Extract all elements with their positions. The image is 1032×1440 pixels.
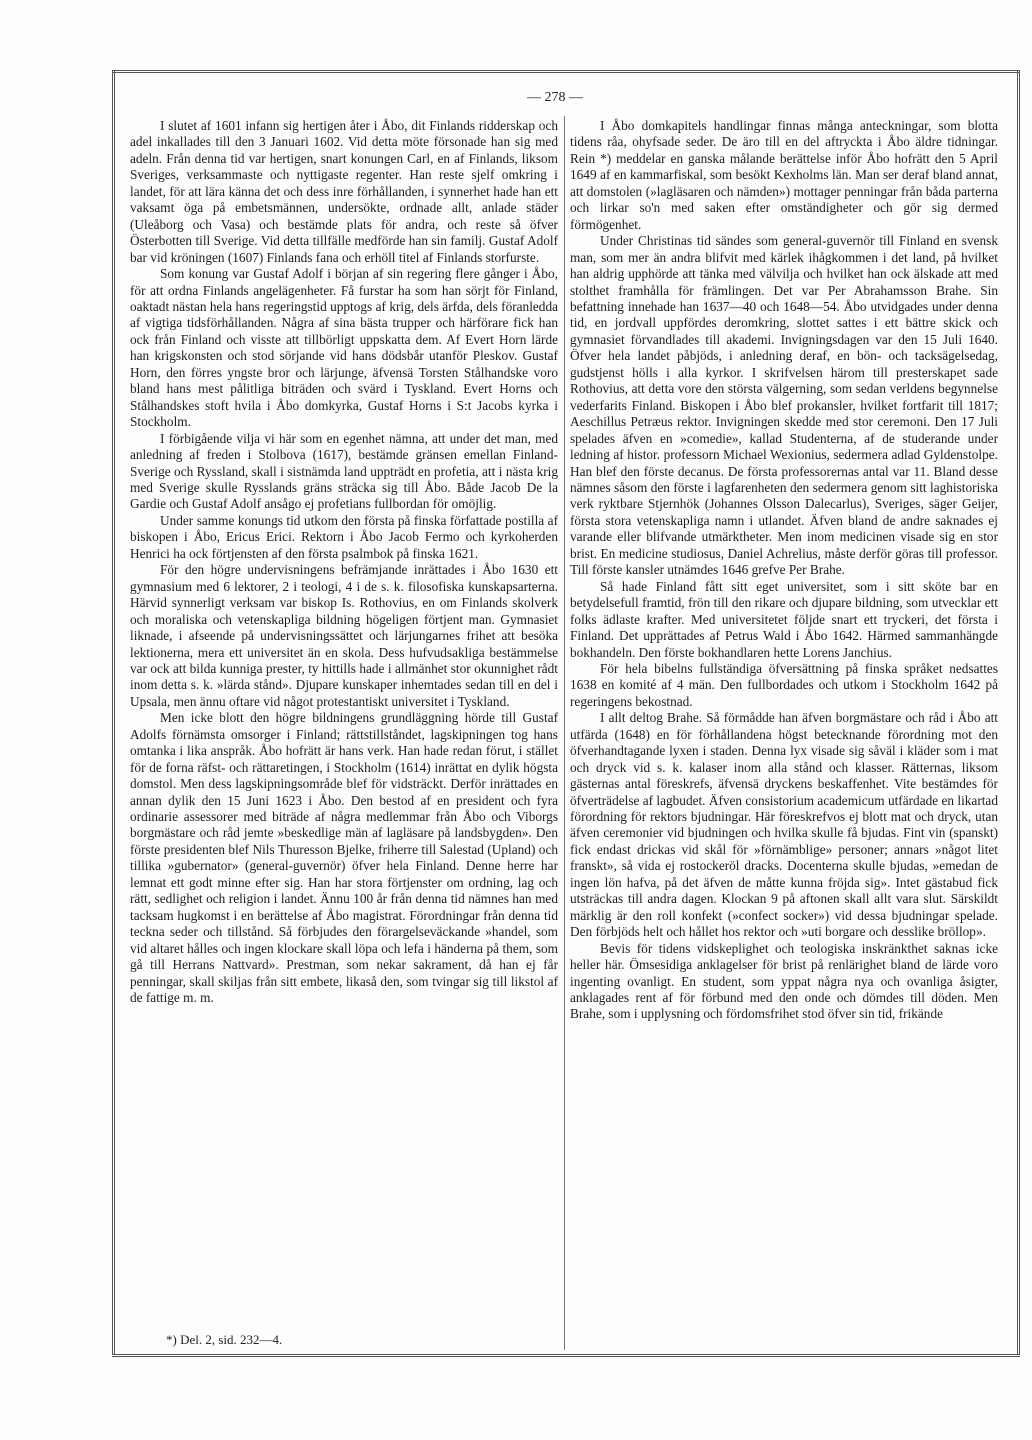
footnote: *) Del. 2, sid. 232—4. xyxy=(166,1332,283,1347)
paragraph: I förbigående vilja vi här som en egenhet nämna, att under det man, med anledning af freden i Stolbova (1617), bestämde gränsen emellan Finland-Sverige och Ryssland, skall i sistnämda land uppträdt en profetia, att i nästa krig med Sverige skulle Rysslands gräns sträcka sig till Åbo. Både Jacob De la Gardie och Gustaf Adolf ansågo ej profetians fullbordan för omöjlig. xyxy=(130,430,558,512)
column-divider xyxy=(564,116,565,1350)
paragraph: I allt deltog Brahe. Så förmådde han äfven borgmästare och råd i Åbo att utfärda (1648) en för förhållandena högst betecknande förordning mot den öfverhandtagande lyxen i staden. Denna lyx visade sig såväl i kläder som i mat och dryck vid s. k. kalaser inom alla stånd och klasser. Rätternas, liksom gästernas antal föreskrefs, äfvensä dryckens beskaffenhet. Vite bestämdes för öfverträdelse af lagbudet. Äfven consistorium academicum utfärdade en likartad förordning för rektors bjudningar. Här föreskrefvos ej blott mat och dryck, utan äfven ceremonier vid bjudningen och hvilka skulle få bjudas. Fint vin (spanskt) fick endast drickas vid skål för »förnämblige» personer; annars »något litet franskt», så vida ej rostockeröl dracks. Docenterna skulle bjudas, »emedan de ingen lön hafva, på det äfven de måtte kunna fröjda sig». Intet gästabud fick utsträckas till andra dagen. Klockan 9 på aftonen skall allt vara slut. Särskildt märklig är den roll konfekt (»confect socker») vid dessa bjudningar spelade. Den förbjöds helt och hållet hos rektor och »uti borgare och desslike bröllop». xyxy=(570,710,998,940)
paragraph: Under Christinas tid sändes som general-guvernör till Finland en svensk man, som mer än andra blifvit med kärlek ihågkommen i det land, på hvilket han aldrig upphörde att tänka med välvilja och hvilket han ock älskade att med stolthet framhålla för främlingen. Det var Per Abrahamsson Brahe. Sin befattning innehade han 1637—40 och 1648—54. Åbo utvidgades under denna tid, en jordvall uppfördes deromkring, slottet sattes i ett bättre skick och gymnasiet förvandlades till akademi. Invigningsdagen var den 15 Juli 1640. Öfver hela landet påbjöds, i anledning deraf, en bön- och tacksägelsedag, gudstjenst hölls i alla kyrkor. I skrifvelsen härom till presterskapet sade Rothovius, att detta vore den största välgerning, som sedan verldens begynnelse vederfarits Finland. Biskopen i Åbo blef prokansler, hvilket fortfarit till 1817; Aeschillus Petræus rektor. Invigningen skedde med stor ceremoni. Den 17 Juli spelades äfven en »comedie», kallad Studenterna, af de studerande under ledning af histor. professorn Michael Wexionius, sedermera adlad Gyldenstolpe. Han blef den förste decanus. De första professorernas antal var 11. Bland desse nämnes såsom den förste i lagfarenheten den sedermera genom sitt laghistoriska verk ryktbare Stjernhök (Johannes Olsson Dalecarlus), Sveriges, säger Geijer, första stora vetenskapliga namn i utlandet. Äfven bland de andre saknades ej varande eller blifvande utmärktheter. Men inom medicinen visade sig en stor brist. En medicine studiosus, Daniel Achrelius, måste derför göras till professor. Till förste kansler utnämdes 1646 grefve Per Brahe. xyxy=(570,233,998,578)
paragraph: Som konung var Gustaf Adolf i början af sin regering flere gånger i Åbo, för att ordna Finlands angelägenheter. Få furstar ha som han sörjt för Finland, oaktadt nästan hela hans regeringstid upptogs af krig, dels ärfda, dels föranledda af vigtiga tidsförhållanden. Några af sina bästa trupper och härförare fick han ock från Finland och visste att tillbörligt uppskatta dem. Af Evert Horn lärde han krigskonsten och stod sörjande vid hans dödsbår utanför Pleskov. Gustaf Horn, den förres yngste bror och lärjunge, äfvensä Torsten Stålhandske voro bland hans mest pålitliga biträden och svärd i Tyskland. Evert Horns och Stålhandskes stoft hvila i Åbo domkyrka, Gustaf Horns i S:t Jacobs kyrka i Stockholm. xyxy=(130,266,558,430)
paragraph: För hela bibelns fullständiga öfversättning på finska språket nedsattes 1638 en komité af 4 män. Den fullbordades och utkom i Stockholm 1642 på regeringens bekostnad. xyxy=(570,660,998,709)
page-border-top xyxy=(112,70,1020,79)
page-border-left xyxy=(112,70,121,1354)
paragraph: I Åbo domkapitels handlingar finnas många anteckningar, som blotta tidens råa, ohyfsade seder. De äro till en del aftryckta i Åbo äldre tidningar. Rein *) meddelar en ganska målande berättelse inför Åbo hofrätt den 5 April 1649 af en kammarfiskal, som besökt Kexholms län. Man ser deraf bland annat, att domstolen (»lagläsaren och nämden») mottager penningar från båda parterna och lirkar so'n med saken efter omständigheter och gör sig dermed förmögenhet. xyxy=(570,118,998,232)
paragraph: I slutet af 1601 infann sig hertigen åter i Åbo, dit Finlands ridderskap och adel inkallades till den 3 Januari 1602. Vid detta möte försonade han sig med adeln. Från denna tid var hertigen, snart konungen Carl, en af Finlands, liksom Sveriges, verksammaste och nyttigaste regenter. Han reste sjelf omkring i landet, för att lära känna det och dess inre förhållanden, i synnerhet hade han ett vaksamt öga på embetsmännen, undersökte, ordnade allt, anlade städer (Uleåborg och Vasa) och bestämde plats för andra, och reste så öfver Österbotten till Sverige. Vid detta tillfälle medförde han sin familj. Gustaf Adolf bar vid kröningen (1607) Finlands fana och erhöll titel af Finlands storfurste. xyxy=(130,118,558,265)
paragraph: Bevis för tidens vidskeplighet och teologiska inskränkthet saknas icke heller här. Ömsesidiga anklagelser för brist på renlärighet bland de lärde voro ingenting ovanligt. En student, som yppat några nya och ovanliga åsigter, anklagades rent af för förbund med den onde och dömdes till döden. Men Brahe, som i upplysning och fördomsfrihet stod öfver sin tid, frikände xyxy=(570,940,998,1022)
right-column xyxy=(570,118,998,1023)
paragraph: Men icke blott den högre bildningens grundläggning hörde till Gustaf Adolfs förnämsta omsorger i Finland; rättstillståndet, lagskipningen tog hans omtanka i lika anspråk. Åbo hofrätt är hans verk. Han hade redan förut, i stället för de forna räfst- och rättaretingen, i Stockholm (1614) inrättat en dylik högsta domstol. Men dess lagskipningsområde blef för vidsträckt. Derför inrättades en annan dylik den 15 Juni 1623 i Åbo. Den bestod af en president och fyra ordinarie assessorer med biträde af några medlemmar från Åbo och Viborgs borgmästare och råd jemte »beskedlige män af lagläsare på landsbygden». Den förste presidenten blef Nils Thuresson Bjelke, friherre till Salestad (Upland) och tillika »gubernator» (general-guvernör) öfver hela Finland. Denne herre har lemnat ett godt minne efter sig. Han har stora förtjenster om ordning, lag och rätt, sedlighet och religion i landet. Ännu 100 år från denna tid nämnes han med tacksam hugkomst i en berättelse af Åbo magistrat. Förordningar från denna tid teckna seder och tillstånd. Så förbjudes den förargelseväckande »handel, som vid altaret hålles och ingen klockare skall löpa och lefa i händerna på them, som gå till Herrans Nattvard». Prestman, som nekar sakrament, då han ej får penningar, skall skiljas från sitt embete, likaså den, som tvingar sig till likstol af de fattige m. m. xyxy=(130,710,558,1006)
paragraph: Så hade Finland fått sitt eget universitet, som i sitt sköte bar en betydelsefull framtid, frön till den rikare och djupare bildning, som utvecklar ett folks ädlaste krafter. Med universitetet följde snart ett tryckeri, det första i Finland. Det upprättades af Petrus Wald i Åbo 1642. Härmed sammanhängde bokhandeln. Den förste bokhandlaren hette Lorens Janchius. xyxy=(570,578,998,660)
paragraph: För den högre undervisningens befrämjande inrättades i Åbo 1630 ett gymnasium med 6 lektorer, 2 i teologi, 4 i de s. k. filosofiska kunskapsarterna. Härvid synnerligt verksam var biskop Is. Rothovius, en om Finlands skolverk och moraliska och vetenskapliga bildning högeligen förtjent man. Gymnasiet liknade, i afseende på undervisningssättet och lärjungarnes frihet att besöka lektionerna, mera ett universitet än en skola. Dess hufvudsakliga bestämmelse var ock att bilda kunniga prester, ty hittills hade i allmänhet stor okunnighet rådt inom detta s. k. »lärda stånd». Djupare kunskaper inhemtades sedan till en del i Upsala, men ännu oftare vid något protestantiskt universitet i Tyskland. xyxy=(130,562,558,709)
paragraph: Under samme konungs tid utkom den första på finska författade postilla af biskopen i Åbo, Ericus Erici. Rektorn i Åbo Jacob Fermo och kyrkoherden Henrici ha ock förtjensten af den första psalmbok på finska 1621. xyxy=(130,512,558,561)
page-number: — 278 — xyxy=(527,90,583,105)
left-column xyxy=(130,118,558,1006)
page-border-bottom xyxy=(112,1354,1020,1363)
page-border-right xyxy=(1011,70,1020,1354)
